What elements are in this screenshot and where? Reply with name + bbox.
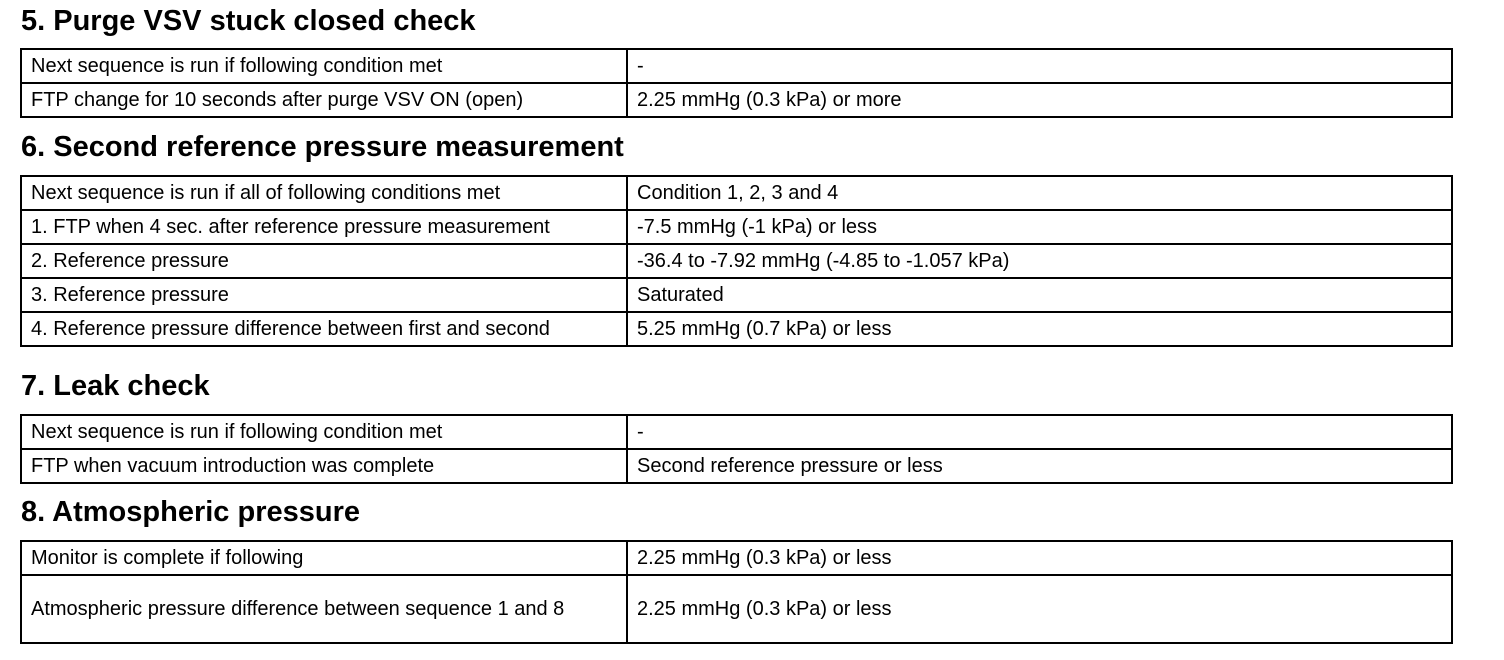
value-cell: - xyxy=(627,415,1452,449)
value-cell: Saturated xyxy=(627,278,1452,312)
value-cell: 2.25 mmHg (0.3 kPa) or less xyxy=(627,541,1452,575)
value-cell: -36.4 to -7.92 mmHg (-4.85 to -1.057 kPa) xyxy=(627,244,1452,278)
condition-cell: 4. Reference pressure difference between first and second xyxy=(21,312,627,346)
condition-cell: 2. Reference pressure xyxy=(21,244,627,278)
table-row xyxy=(21,244,1452,278)
condition-cell: Monitor is complete if following xyxy=(21,541,627,575)
value-cell: -7.5 mmHg (-1 kPa) or less xyxy=(627,210,1452,244)
condition-cell: 1. FTP when 4 sec. after reference pressure measurement xyxy=(21,210,627,244)
section-title-purge-vsv-stuck-closed-check: 5. Purge VSV stuck closed check xyxy=(21,5,476,37)
value-cell: 2.25 mmHg (0.3 kPa) or more xyxy=(627,83,1452,117)
table-row xyxy=(21,312,1452,346)
table-atmospheric-pressure xyxy=(20,540,1453,644)
table-second-reference-pressure-measurement xyxy=(20,175,1453,347)
value-cell: 5.25 mmHg (0.7 kPa) or less xyxy=(627,312,1452,346)
table-row xyxy=(21,210,1452,244)
condition-cell: Next sequence is run if all of following conditions met xyxy=(21,176,627,210)
table-row xyxy=(21,541,1452,575)
table-leak-check xyxy=(20,414,1453,484)
table-row xyxy=(21,415,1452,449)
table-row xyxy=(21,278,1452,312)
value-cell: 2.25 mmHg (0.3 kPa) or less xyxy=(627,575,1452,643)
section-title-leak-check: 7. Leak check xyxy=(21,370,210,402)
table-purge-vsv-stuck-closed-check xyxy=(20,48,1453,118)
value-cell: - xyxy=(627,49,1452,83)
condition-cell: Next sequence is run if following condition met xyxy=(21,415,627,449)
table-row xyxy=(21,83,1452,117)
value-cell: Second reference pressure or less xyxy=(627,449,1452,483)
value-cell: Condition 1, 2, 3 and 4 xyxy=(627,176,1452,210)
condition-cell: Atmospheric pressure difference between sequence 1 and 8 xyxy=(21,575,627,643)
condition-cell: FTP when vacuum introduction was complete xyxy=(21,449,627,483)
condition-cell: 3. Reference pressure xyxy=(21,278,627,312)
table-row xyxy=(21,449,1452,483)
section-title-second-reference-pressure-measurement: 6. Second reference pressure measurement xyxy=(21,131,624,163)
table-row xyxy=(21,176,1452,210)
section-title-atmospheric-pressure: 8. Atmospheric pressure xyxy=(21,496,360,528)
table-row xyxy=(21,575,1452,643)
condition-cell: Next sequence is run if following condition met xyxy=(21,49,627,83)
condition-cell: FTP change for 10 seconds after purge VSV ON (open) xyxy=(21,83,627,117)
table-row xyxy=(21,49,1452,83)
